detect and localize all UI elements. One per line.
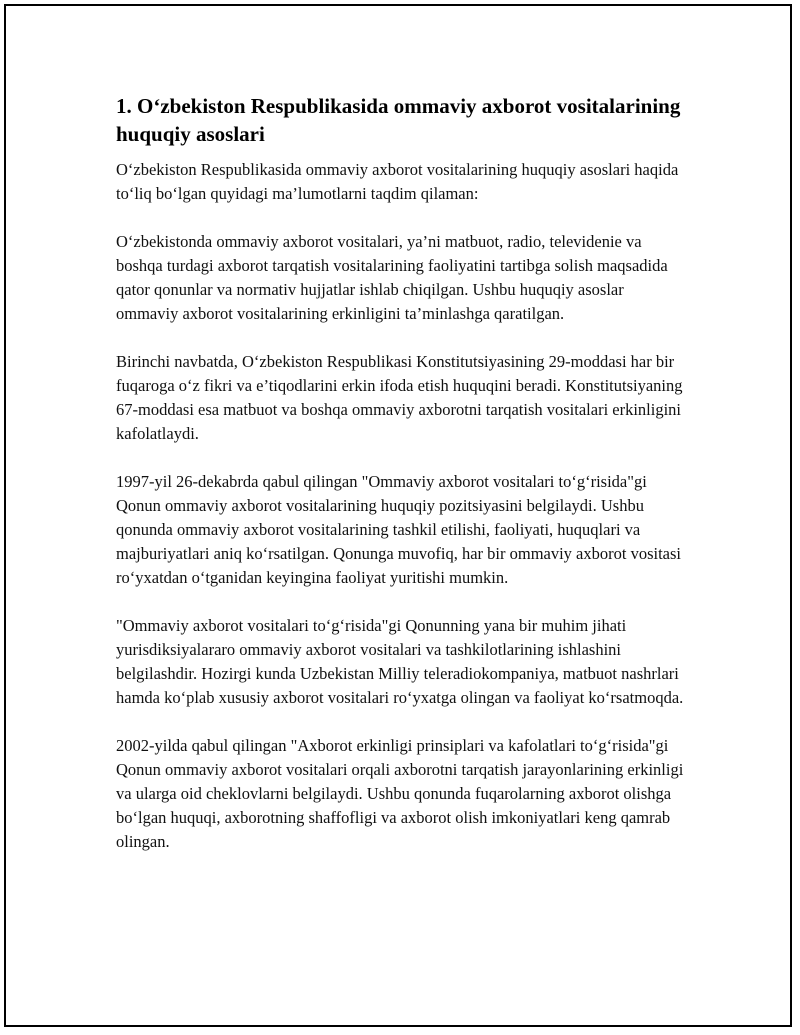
paragraph-2002-law: 2002-yilda qabul qilingan "Axborot erkinligi prinsiplari va kafolatlari to‘g‘risida"gi Qonun ommaviy axborot vositalari orqali axborotni tarqatish jarayonlarining erkinligi va ularga oid cheklovlarni belgilaydi. Ushbu qonunda fuqarolarning axborot olishga bo‘lgan huquqi, axborotning shaffofligi va axborot olish imkoniyatlari keng qamrab olingan.: [116, 736, 684, 851]
document-title: 1. O‘zbekiston Respublikasida ommaviy axborot vositalarining huquqiy asoslari: [116, 94, 681, 146]
paragraph-constitution: Birinchi navbatda, O‘zbekiston Respublikasi Konstitutsiyasining 29-moddasi har bir fuqaroga o‘z fikri va e’tiqodlarini erkin ifoda etish huquqini beradi. Konstitutsiyaning 67-moddasi esa matbuot va boshqa ommaviy axborotni tarqatish vositalari erkinligini kafolatlaydi.: [116, 352, 683, 443]
paragraph-legal-framework: O‘zbekistonda ommaviy axborot vositalari, ya’ni matbuot, radio, televidenie va boshqa turdagi axborot tarqatish vositalarining faoliyatini tartibga solish maqsadida qator qonunlar va normativ hujjatlar ishlab chiqilgan. Ushbu huquqiy asoslar ommaviy axborot vositalarining erkinligini ta’minlashga qaratilgan.: [116, 232, 668, 323]
paragraph-intro: O‘zbekiston Respublikasida ommaviy axborot vositalarining huquqiy asoslari haqida to‘liq bo‘lgan quyidagi ma’lumotlarni taqdim qilaman:: [116, 160, 679, 203]
paragraph-law-jurisdiction: "Ommaviy axborot vositalari to‘g‘risida"gi Qonunning yana bir muhim jihati yurisdiksiyalararo ommaviy axborot vositalari va tashkilotlarining ishlashini belgilashdir. Hozirgi kunda Uzbekistan Milliy teleradiokompaniya, matbuot nashrlari hamda ko‘plab xususiy axborot vositalari ro‘yxatga olingan va faoliyat ko‘rsatmoqda.: [116, 616, 684, 707]
paragraph-1997-law: 1997-yil 26-dekabrda qabul qilingan "Ommaviy axborot vositalari to‘g‘risida"gi Qonun ommaviy axborot vositalarining huquqiy pozitsiyasini belgilaydi. Ushbu qonunda ommaviy axborot vositalarining tashkil etilishi, faoliyati, huquqlari va majburiyatlari aniq ko‘rsatilgan. Qonunga muvofiq, har bir ommaviy axborot vositasi ro‘yxatdan o‘tganidan keyingina faoliyat yuritishi mumkin.: [116, 472, 682, 587]
document-body: [116, 92, 686, 878]
